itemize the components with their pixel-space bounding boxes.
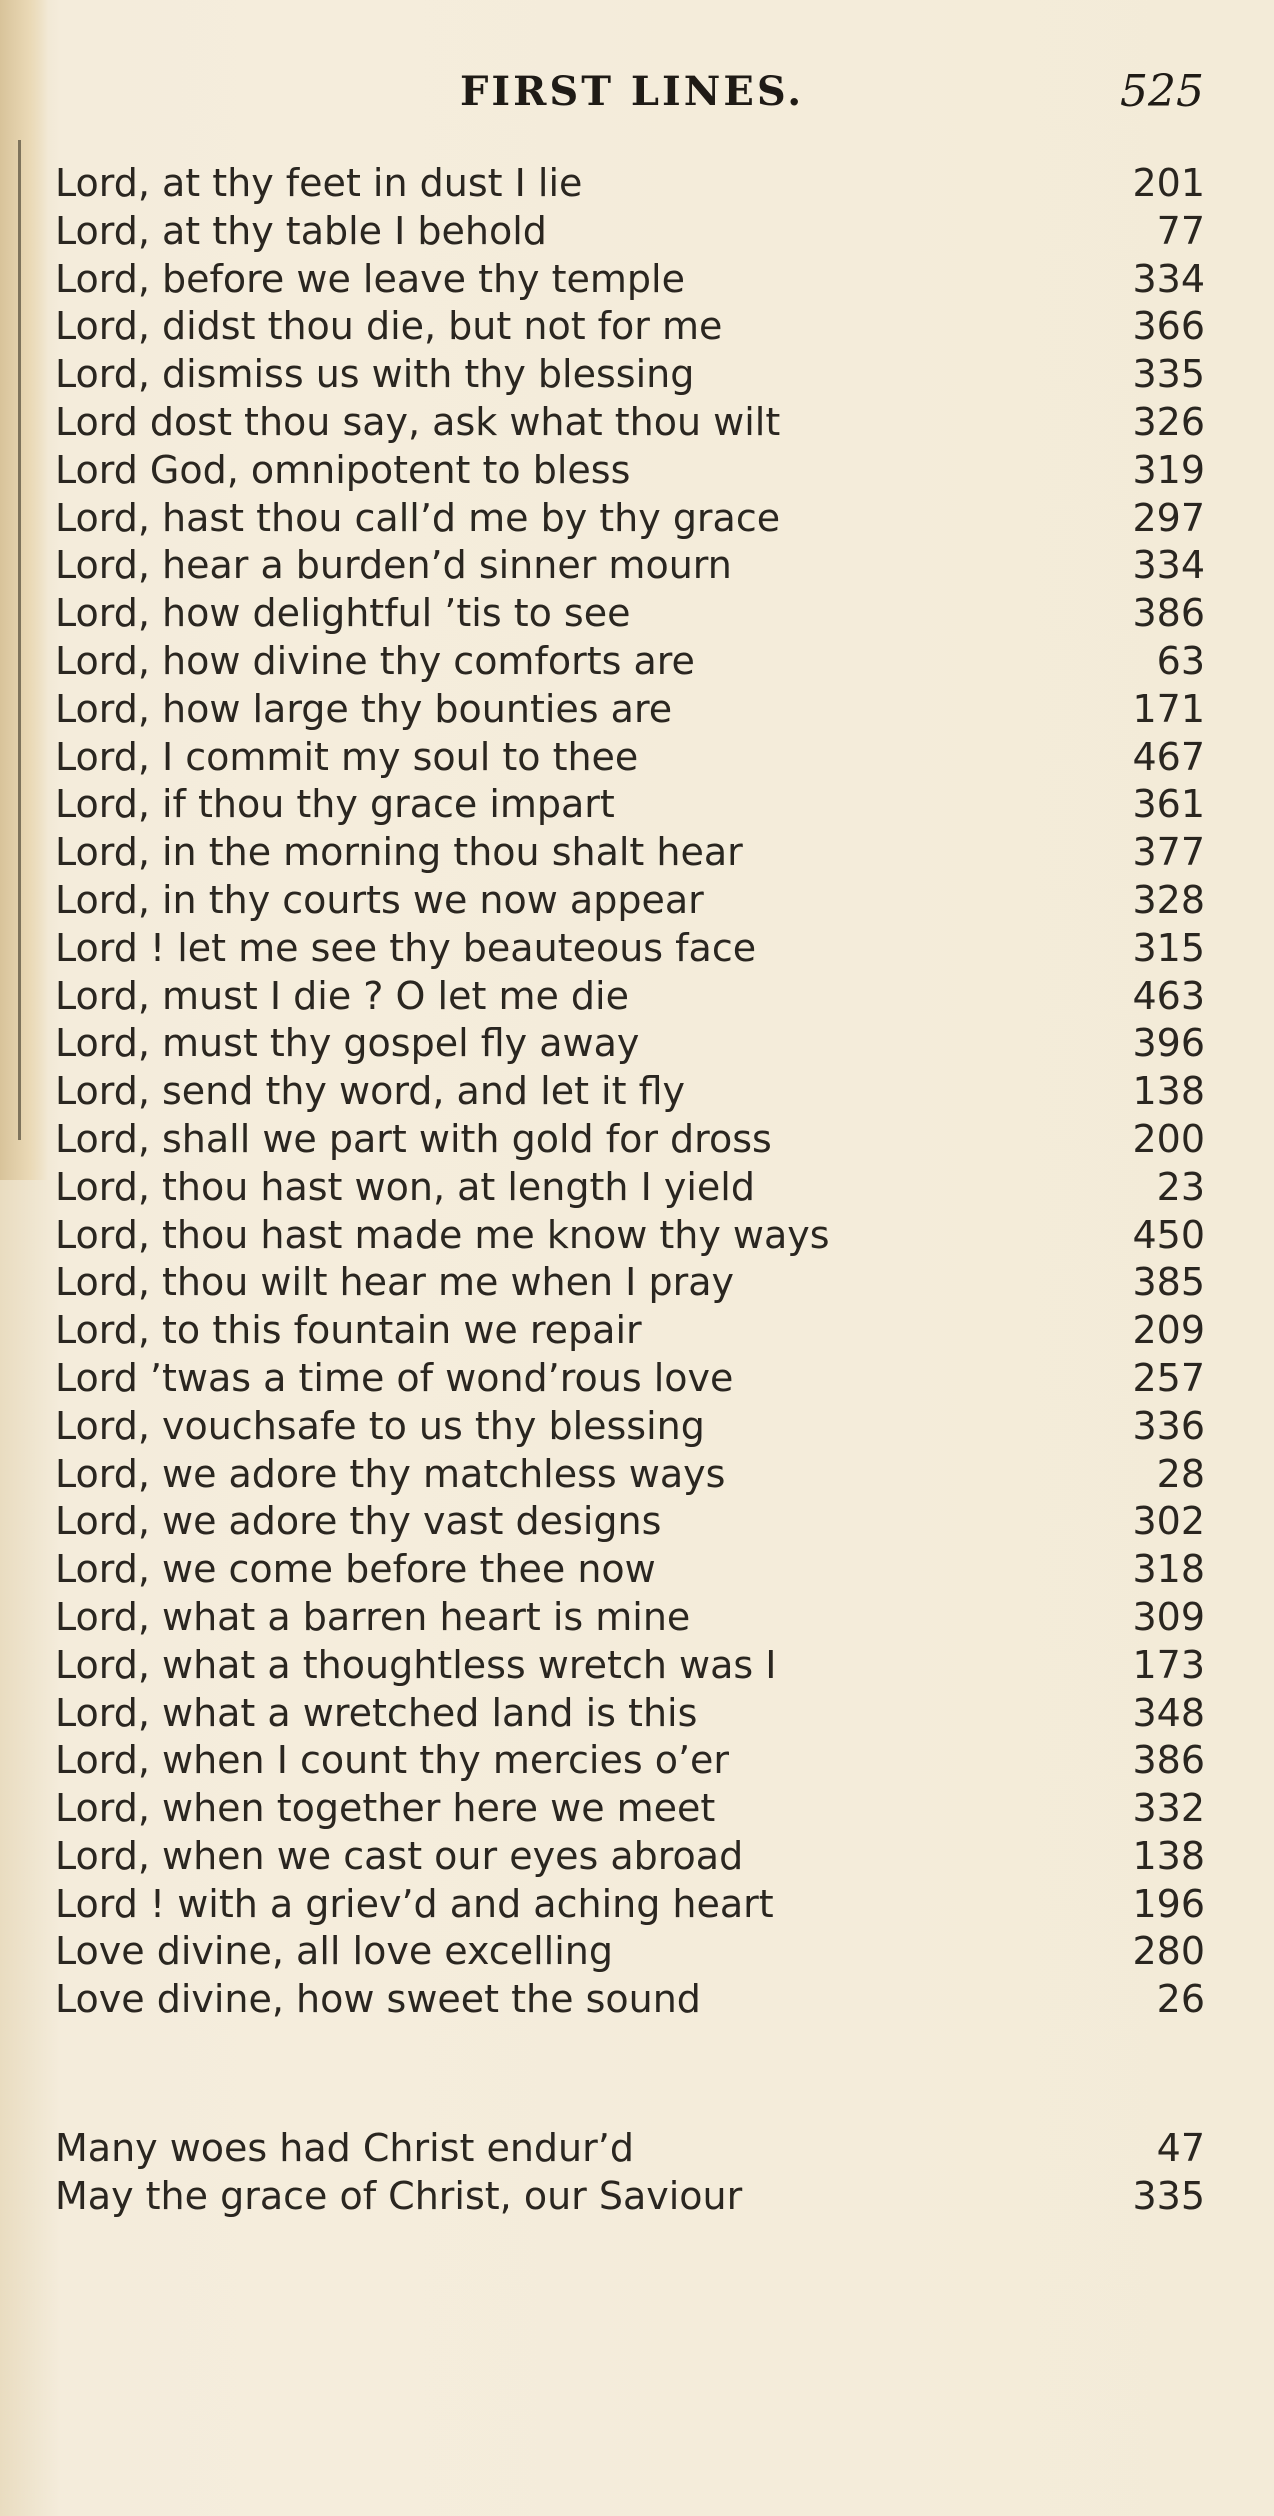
first-line-text: Lord, vouchsafe to us thy blessing bbox=[55, 1403, 705, 1448]
first-line-text: Lord, how divine thy comforts are bbox=[55, 638, 695, 683]
list-item bbox=[55, 781, 1205, 829]
list-item bbox=[55, 208, 1205, 256]
list-item bbox=[55, 1403, 1205, 1451]
hymn-number: 335 bbox=[1132, 2173, 1205, 2218]
hymn-number: 377 bbox=[1132, 830, 1205, 875]
hymn-number: 47 bbox=[1156, 2126, 1205, 2170]
hymn-number: 23 bbox=[1156, 1164, 1205, 1209]
first-line-text: Lord dost thou say, ask what thou wilt bbox=[55, 399, 781, 444]
first-line-text: Lord, we adore thy matchless ways bbox=[55, 1451, 726, 1496]
list-item bbox=[55, 829, 1205, 877]
hymn-number: 201 bbox=[1132, 161, 1205, 205]
first-line-text: Lord, when together here we meet bbox=[55, 1786, 716, 1831]
hymn-number: 138 bbox=[1132, 1069, 1205, 1114]
list-item bbox=[55, 447, 1205, 495]
first-line-text: Lord, thou hast won, at length I yield bbox=[55, 1164, 755, 1209]
hymn-number: 361 bbox=[1132, 782, 1205, 827]
list-item bbox=[55, 686, 1205, 734]
hymn-number: 63 bbox=[1156, 638, 1205, 683]
hymn-number: 257 bbox=[1132, 1355, 1205, 1400]
list-item bbox=[55, 1928, 1205, 1976]
first-line-text: Lord, we adore thy vast designs bbox=[55, 1499, 662, 1544]
list-item bbox=[55, 1355, 1205, 1403]
first-line-text: Lord, thou wilt hear me when I pray bbox=[55, 1260, 734, 1305]
first-line-text: Lord, hast thou call’d me by thy grace bbox=[55, 495, 781, 540]
list-item bbox=[55, 1881, 1205, 1929]
first-lines-list-m bbox=[55, 2125, 1205, 2221]
hymn-number: 77 bbox=[1156, 208, 1205, 253]
list-item bbox=[55, 1116, 1205, 1164]
page-title: FIRST LINES. bbox=[460, 68, 805, 115]
hymn-number: 386 bbox=[1132, 591, 1205, 636]
list-item bbox=[55, 925, 1205, 973]
first-line-text: Lord, before we leave thy temple bbox=[55, 256, 685, 301]
first-line-text: Lord, at thy feet in dust I lie bbox=[55, 161, 583, 205]
first-line-text: Lord, didst thou die, but not for me bbox=[55, 304, 723, 349]
hymn-number: 209 bbox=[1132, 1308, 1205, 1353]
first-line-text: Lord, send thy word, and let it fly bbox=[55, 1069, 686, 1114]
hymn-number: 335 bbox=[1132, 352, 1205, 397]
hymn-number: 328 bbox=[1132, 877, 1205, 922]
hymn-number: 173 bbox=[1132, 1642, 1205, 1687]
hymn-number: 396 bbox=[1132, 1021, 1205, 1066]
first-line-text: Lord, dismiss us with thy blessing bbox=[55, 352, 695, 397]
list-item bbox=[55, 2125, 1205, 2173]
hymn-number: 318 bbox=[1132, 1547, 1205, 1592]
list-item bbox=[55, 1546, 1205, 1594]
first-line-text: Lord, how delightful ’tis to see bbox=[55, 591, 631, 636]
first-line-text: Lord, when we cast our eyes abroad bbox=[55, 1833, 744, 1878]
first-line-text: Lord, in the morning thou shalt hear bbox=[55, 830, 743, 875]
hymn-number: 326 bbox=[1132, 399, 1205, 444]
list-item bbox=[55, 1498, 1205, 1546]
first-line-text: Lord, in thy courts we now appear bbox=[55, 877, 704, 922]
hymn-number: 196 bbox=[1132, 1881, 1205, 1926]
hymn-number: 171 bbox=[1132, 686, 1205, 731]
list-item bbox=[55, 303, 1205, 351]
first-line-text: Lord, must thy gospel fly away bbox=[55, 1021, 640, 1066]
page-header bbox=[0, 68, 1274, 128]
list-item bbox=[55, 351, 1205, 399]
page-gutter bbox=[0, 0, 48, 1180]
list-item bbox=[55, 1833, 1205, 1881]
list-item bbox=[55, 1594, 1205, 1642]
hymn-number: 336 bbox=[1132, 1403, 1205, 1448]
list-item bbox=[55, 1737, 1205, 1785]
hymn-number: 332 bbox=[1132, 1786, 1205, 1831]
first-line-text: Lord, at thy table I behold bbox=[55, 208, 547, 253]
first-line-text: Lord, if thou thy grace impart bbox=[55, 782, 615, 827]
hymn-number: 348 bbox=[1132, 1690, 1205, 1735]
first-line-text: Lord ! with a griev’d and aching heart bbox=[55, 1881, 774, 1926]
hymn-number: 386 bbox=[1132, 1738, 1205, 1783]
list-item bbox=[55, 1259, 1205, 1307]
first-line-text: Lord, we come before thee now bbox=[55, 1547, 656, 1592]
hymn-number: 467 bbox=[1132, 734, 1205, 779]
hymn-number: 315 bbox=[1132, 925, 1205, 970]
hymn-number: 334 bbox=[1132, 256, 1205, 301]
list-item bbox=[55, 1212, 1205, 1260]
first-line-text: Love divine, all love excelling bbox=[55, 1929, 613, 1974]
first-line-text: Lord, what a barren heart is mine bbox=[55, 1594, 691, 1639]
list-item bbox=[55, 399, 1205, 447]
first-line-text: Lord, must I die ? O let me die bbox=[55, 973, 629, 1018]
hymn-number: 334 bbox=[1132, 543, 1205, 588]
list-item bbox=[55, 160, 1205, 208]
list-item bbox=[55, 1642, 1205, 1690]
first-line-text: Lord, hear a burden’d sinner mourn bbox=[55, 543, 732, 588]
list-item bbox=[55, 1690, 1205, 1738]
first-line-text: Lord, shall we part with gold for dross bbox=[55, 1116, 772, 1161]
first-line-text: Lord, how large thy bounties are bbox=[55, 686, 673, 731]
list-item bbox=[55, 495, 1205, 543]
first-line-text: Lord, what a thoughtless wretch was I bbox=[55, 1642, 777, 1687]
hymn-number: 280 bbox=[1132, 1929, 1205, 1974]
first-line-text: Many woes had Christ endur’d bbox=[55, 2126, 634, 2170]
list-item bbox=[55, 1785, 1205, 1833]
first-line-text: Lord, when I count thy mercies o’er bbox=[55, 1738, 730, 1783]
hymn-number: 297 bbox=[1132, 495, 1205, 540]
hymn-number: 302 bbox=[1132, 1499, 1205, 1544]
hymn-number: 463 bbox=[1132, 973, 1205, 1018]
list-item bbox=[55, 256, 1205, 304]
hymn-number: 138 bbox=[1132, 1833, 1205, 1878]
hymn-number: 26 bbox=[1156, 1977, 1205, 2022]
list-item bbox=[55, 638, 1205, 686]
page-number: 525 bbox=[1120, 66, 1204, 117]
list-item bbox=[55, 877, 1205, 925]
list-item bbox=[55, 1451, 1205, 1499]
first-line-text: Lord, I commit my soul to thee bbox=[55, 734, 639, 779]
hymn-number: 309 bbox=[1132, 1594, 1205, 1639]
first-line-text: Lord, thou hast made me know thy ways bbox=[55, 1212, 830, 1257]
first-line-text: Lord, what a wretched land is this bbox=[55, 1690, 698, 1735]
list-item bbox=[55, 734, 1205, 782]
list-item bbox=[55, 542, 1205, 590]
list-item bbox=[55, 1020, 1205, 1068]
list-item bbox=[55, 973, 1205, 1021]
first-line-text: May the grace of Christ, our Saviour bbox=[55, 2173, 743, 2218]
first-line-text: Lord God, omnipotent to bless bbox=[55, 447, 631, 492]
list-item bbox=[55, 1164, 1205, 1212]
hymn-number: 200 bbox=[1132, 1116, 1205, 1161]
gutter-edge bbox=[18, 140, 21, 1140]
first-lines-list-l bbox=[55, 160, 1205, 2024]
first-line-text: Love divine, how sweet the sound bbox=[55, 1977, 701, 2022]
first-line-text: Lord, to this fountain we repair bbox=[55, 1308, 642, 1353]
list-item bbox=[55, 1307, 1205, 1355]
list-item bbox=[55, 1068, 1205, 1116]
hymn-number: 28 bbox=[1156, 1451, 1205, 1496]
list-item bbox=[55, 1976, 1205, 2024]
first-line-text: Lord ’twas a time of wond’rous love bbox=[55, 1355, 734, 1400]
hymn-number: 319 bbox=[1132, 447, 1205, 492]
first-line-text: Lord ! let me see thy beauteous face bbox=[55, 925, 757, 970]
hymn-number: 366 bbox=[1132, 304, 1205, 349]
hymn-number: 450 bbox=[1132, 1212, 1205, 1257]
list-item bbox=[55, 590, 1205, 638]
list-item bbox=[55, 2173, 1205, 2221]
hymn-number: 385 bbox=[1132, 1260, 1205, 1305]
